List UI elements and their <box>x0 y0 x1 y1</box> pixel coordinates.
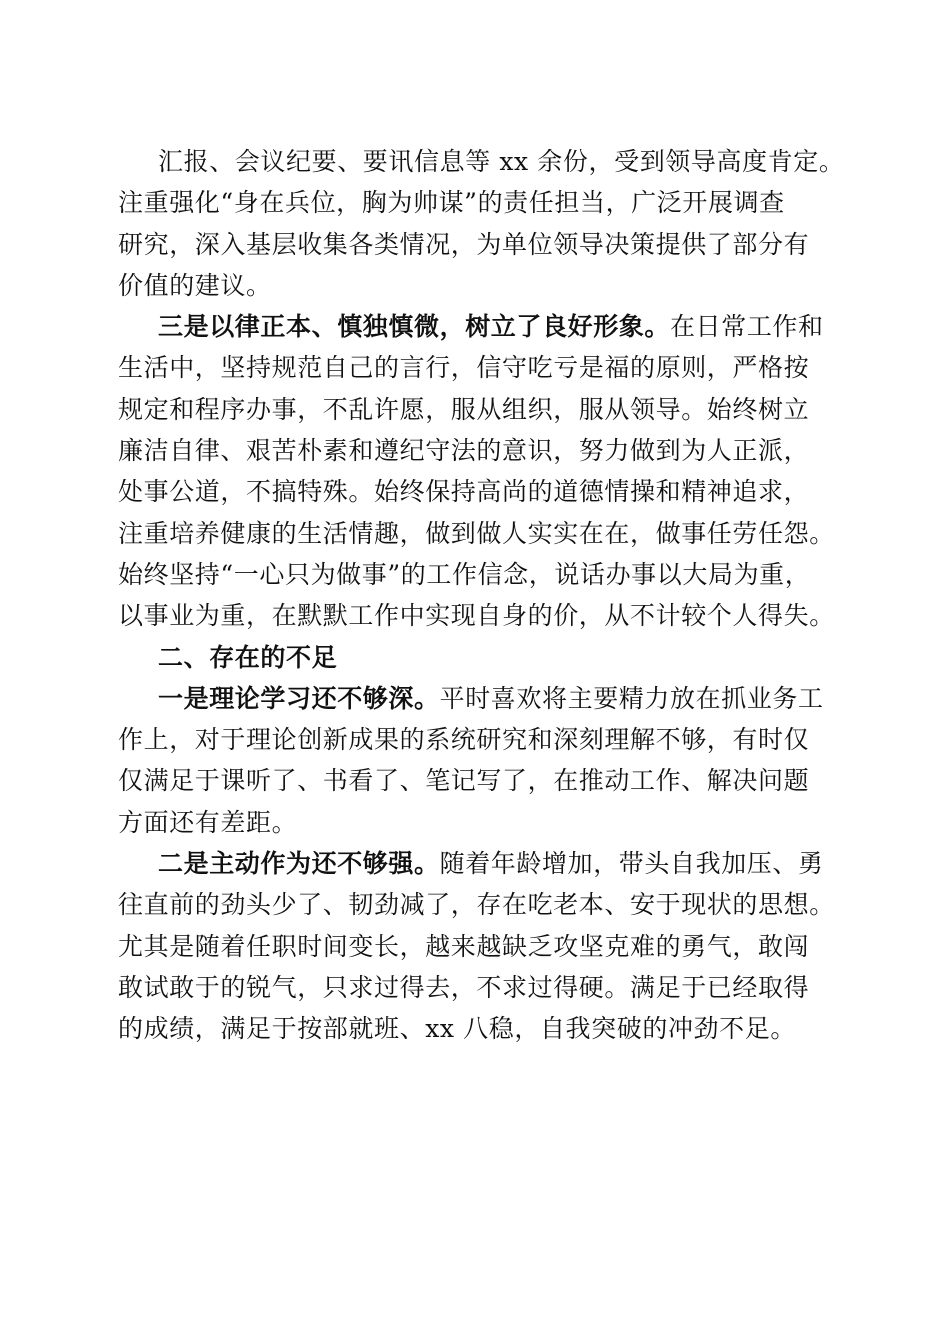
document-page <box>118 142 845 1051</box>
text-line: 作上，对于理论创新成果的系统研究和深刻理解不够，有时仅 <box>118 725 810 755</box>
paragraph-first-line <box>118 307 834 347</box>
text-line: 敢试敢于的锐气，只求过得去，不求过得硬。满足于已经取得 <box>118 972 810 1002</box>
text-line: 仅满足于课听了、书看了、笔记写了，在推动工作、解决问题 <box>118 766 810 796</box>
paragraph-heading: 一是理论学习还不够深。 <box>158 683 440 713</box>
text-line: 方面还有差距。 <box>118 807 298 837</box>
paragraph-text: 在日常工作和 <box>670 312 824 342</box>
section-heading: 二、存在的不足 <box>158 642 338 672</box>
text-line: 的成绩，满足于按部就班、xx 八稳，自我突破的冲劲不足。 <box>118 1014 796 1044</box>
text-line: 始终坚持“一心只为做事”的工作信念，说话办事以大局为重， <box>118 559 811 589</box>
paragraph-first-line <box>118 679 834 719</box>
text-line: 廉洁自律、艰苦朴素和遵纪守法的意识，努力做到为人正派， <box>118 436 810 466</box>
text-line: 规定和程序办事，不乱许愿，服从组织，服从领导。始终树立 <box>118 394 810 424</box>
text-line: 注重培养健康的生活情趣，做到做人实实在在，做事任劳任怨。 <box>118 518 835 548</box>
text-line: 处事公道，不搞特殊。始终保持高尚的道德情操和精神追求， <box>118 477 810 507</box>
text-line: 价值的建议。 <box>118 270 272 300</box>
text-line: 注重强化“身在兵位，胸为帅谋”的责任担当，广泛开展调查 <box>118 188 785 218</box>
text-line: 生活中，坚持规范自己的言行，信守吃亏是福的原则，严格按 <box>118 353 810 383</box>
text-line: 尤其是随着任职时间变长，越来越缺乏攻坚克难的勇气，敢闯 <box>118 931 810 961</box>
text-line: 以事业为重，在默默工作中实现自身的价，从不计较个人得失。 <box>118 601 835 631</box>
paragraph-text: 平时喜欢将主要精力放在抓业务工 <box>439 683 824 713</box>
text-line: 研究，深入基层收集各类情况，为单位领导决策提供了部分有 <box>118 229 810 259</box>
text-line: 汇报、会议纪要、要讯信息等 xx 余份，受到领导高度肯定。 <box>158 147 845 176</box>
text-line: 往直前的劲头少了、韧劲减了，存在吃老本、安于现状的思想。 <box>118 890 835 920</box>
paragraph-text: 随着年龄增加，带头自我加压、勇 <box>439 849 824 879</box>
paragraph-first-line <box>118 844 834 884</box>
paragraph-heading: 二是主动作为还不够强。 <box>158 849 440 879</box>
paragraph-heading: 三是以律正本、慎独慎微，树立了良好形象。 <box>158 312 671 342</box>
